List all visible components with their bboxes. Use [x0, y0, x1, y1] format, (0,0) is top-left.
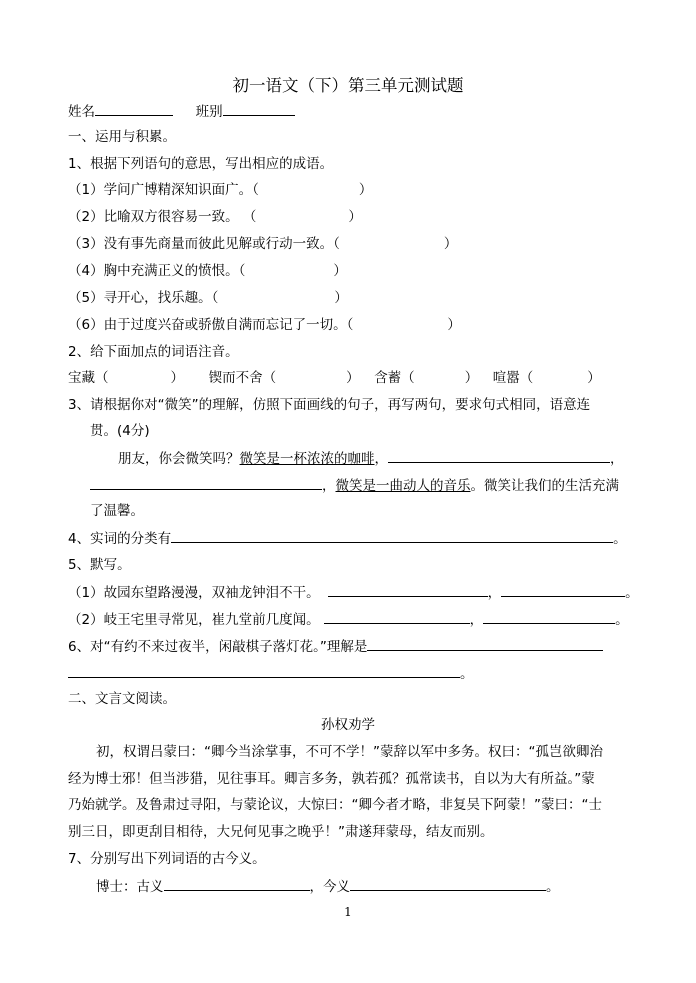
q3-prompt-line2: 贯。(4分): [90, 423, 150, 439]
q2-word-1-close: ）: [170, 370, 184, 386]
q5-prompt: 5、默写。: [68, 557, 131, 573]
passage-line-1: 初，权谓吕蒙曰：“卿今当涂掌事，不可不学！”蒙辞以军中多务。权曰：“孤岂欲卿治: [96, 744, 603, 760]
q1-item-4-close: ）: [333, 263, 347, 279]
q6-end: 。: [460, 666, 474, 682]
q1-prompt: 1、根据下列语句的意思，写出相应的成语。: [68, 156, 334, 172]
q5-item-1-comma: ，: [487, 585, 502, 601]
name-label: 姓名: [68, 104, 95, 120]
q3-comma-1: ，: [374, 451, 388, 467]
q6-line2: [68, 663, 474, 684]
q3-comma-3: ，: [322, 478, 336, 494]
q1-item-2: [68, 207, 362, 227]
q3-comma-2: ，: [610, 451, 624, 467]
q3-underlined-sentence-1: 微笑是一杯浓浓的咖啡: [239, 451, 375, 467]
q1-item-1-close: ）: [358, 182, 373, 198]
q5-item-2-blank-1[interactable]: [324, 609, 470, 624]
q1-item-6: [68, 315, 461, 335]
passage-line-4: 别三日，即更刮目相待，大兄何见事之晚乎！”肃遂拜蒙母，结友而别。: [68, 824, 494, 840]
q4-end: 。: [613, 531, 627, 547]
q3-example-start: 朋友，你会微笑吗？: [118, 451, 240, 467]
q2-word-2: 锲而不舍（: [208, 370, 277, 386]
q1-item-3-close: ）: [443, 236, 458, 252]
q5-item-2-blank-2[interactable]: [483, 609, 615, 624]
q4-prompt: 4、实词的分类有: [68, 531, 172, 547]
q4-answer-blank[interactable]: [171, 528, 613, 543]
passage-line-3: 乃始就学。及鲁肃过寻阳，与蒙论议，大惊曰：“卿今者才略，非复吴下阿蒙！”蒙曰：“士: [68, 797, 602, 813]
passage-line-2: 经为博士邪！但当涉猎，见往事耳。卿言多务，孰若孤？孤常读书，自以为大有所益。”蒙: [68, 771, 595, 787]
q2-word-4-close: ）: [587, 370, 601, 386]
q1-item-5-close: ）: [334, 290, 348, 306]
q6-answer-blank-1[interactable]: [367, 636, 603, 651]
page-title: 初一语文（下）第三单元测试题: [232, 76, 464, 95]
q6-line1: [68, 636, 603, 657]
q2-word-2-close: ）: [346, 370, 360, 386]
q5-item-2: [68, 609, 629, 630]
q2-word-1: 宝藏（: [68, 370, 109, 386]
q1-item-3-text: （3）没有事先商量而彼此见解或行动一致。（: [68, 236, 340, 252]
q1-item-1: [68, 180, 372, 200]
q3-answer-blank-2[interactable]: [90, 475, 322, 490]
q1-item-4-text: （4）胸中充满正义的愤恨。（: [68, 263, 246, 279]
class-label: 班别: [195, 104, 223, 120]
q5-item-1-end: 。: [625, 585, 639, 601]
q3-prompt-line1: 3、请根据你对“微笑”的理解，仿照下面画线的句子，再写两句，要求句式相同，语意连: [68, 397, 591, 413]
name-blank[interactable]: [95, 101, 173, 116]
passage-title: 孙权劝学: [321, 717, 375, 733]
q5-item-1: [68, 582, 639, 603]
section-1-heading: 一、运用与积累。: [68, 129, 176, 145]
q1-item-2-close: ）: [348, 209, 362, 225]
q5-item-1-blank-1[interactable]: [328, 582, 488, 597]
q1-item-3: [68, 234, 457, 254]
q4-line: [68, 528, 627, 549]
q2-word-3: 含蓄（: [374, 370, 415, 386]
q1-item-1-text: （1）学问广博精深知识面广。（: [68, 182, 259, 198]
q5-item-1-text: （1）故园东望路漫漫，双袖龙钟泪不干。: [68, 585, 320, 601]
q5-item-2-comma: ，: [469, 612, 484, 628]
q1-item-5-text: （5）寻开心，找乐趣。（: [68, 290, 219, 306]
q1-item-6-close: ）: [447, 317, 461, 333]
q5-item-2-end: 。: [615, 612, 629, 628]
q3-example-line2: [90, 475, 619, 496]
q2-word-3-close: ）: [464, 370, 479, 386]
q1-item-5: [68, 288, 348, 308]
q2-words-line: [68, 368, 601, 388]
q5-item-1-blank-2[interactable]: [501, 582, 625, 597]
q5-item-2-text: （2）岐王宅里寻常见，崔九堂前几度闻。: [68, 612, 320, 628]
q3-example-end-2: 了温馨。: [90, 503, 144, 519]
class-blank[interactable]: [223, 101, 295, 116]
q7-prompt: 7、分别写出下列词语的古今义。: [68, 851, 266, 867]
page-number: 1: [344, 905, 352, 919]
q2-prompt: 2、给下面加点的词语注音。: [68, 344, 239, 360]
q6-prompt: 6、对“有约不来过夜半，闲敲棋子落灯花。”理解是: [68, 639, 368, 655]
q7-modern-label: ，今义: [309, 879, 350, 895]
q7-word: 博士：古义: [96, 879, 164, 895]
q1-item-6-text: （6）由于过度兴奋或骄傲自满而忘记了一切。（: [68, 317, 354, 333]
q6-answer-blank-2[interactable]: [68, 663, 460, 678]
q7-modern-meaning-blank[interactable]: [350, 876, 546, 891]
q3-answer-blank-1[interactable]: [388, 448, 610, 463]
q7-end: 。: [546, 879, 560, 895]
q1-item-4: [68, 261, 347, 281]
q3-example-end-1: 。微笑让我们的生活充满: [470, 478, 619, 494]
q3-example-line1: [118, 448, 624, 469]
section-2-heading: 二、文言文阅读。: [68, 691, 176, 707]
q2-word-4: 喧嚣（: [492, 370, 534, 386]
q7-answer-line: [96, 876, 560, 897]
student-info-line: [68, 101, 295, 122]
q3-underlined-sentence-2: 微笑是一曲动人的音乐: [335, 478, 471, 494]
q1-item-2-text: （2）比喻双方很容易一致。 （: [68, 209, 257, 225]
q7-ancient-meaning-blank[interactable]: [164, 876, 310, 891]
